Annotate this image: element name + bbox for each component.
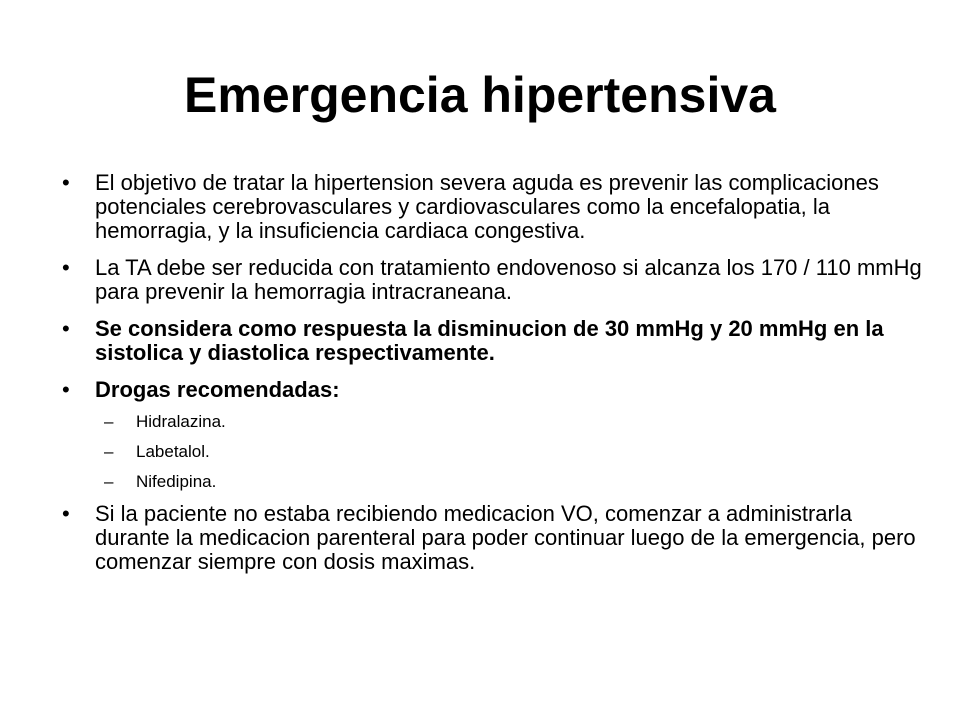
bullet-dot: •: [62, 501, 70, 526]
drug-item-labetalol: [62, 442, 922, 462]
bullet-text: Se considera como respuesta la disminucion de 30 mmHg y 20 mmHg en la sistolica y diastolica respectivamente.: [95, 316, 884, 365]
bullet-text: La TA debe ser reducida con tratamiento endovenoso si alcanza los 170 / 110 mmHg para prevenir la hemorragia intracraneana.: [95, 255, 922, 304]
bullet-text: El objetivo de tratar la hipertension severa aguda es prevenir las complicaciones potenciales cerebrovasculares y cardiovasculares como la encefalopatia, la hemorragia, y la insuficiencia cardiaca congestiva.: [95, 170, 879, 243]
bullet-dot: •: [62, 377, 70, 402]
drug-label: Labetalol.: [136, 442, 210, 461]
bullet-drogas: [62, 378, 922, 402]
bullet-respuesta: [62, 317, 922, 365]
sub-dash: –: [104, 412, 114, 431]
sub-dash: –: [104, 472, 114, 491]
slide-body: [62, 171, 922, 587]
bullet-text: Si la paciente no estaba recibiendo medicacion VO, comenzar a administrarla durante la medicacion parenteral para poder continuar luego de la emergencia, pero comenzar siempre con dosis maximas.: [95, 501, 916, 574]
sub-dash: –: [104, 442, 114, 461]
bullet-dot: •: [62, 316, 70, 341]
slide-title: Emergencia hipertensiva: [184, 67, 776, 123]
drug-item-hidralazina: [62, 412, 922, 432]
drug-label: Hidralazina.: [136, 412, 226, 431]
drug-item-nifedipina: [62, 472, 922, 492]
bullet-dot: •: [62, 170, 70, 195]
bullet-medicacion-vo: [62, 502, 922, 574]
bullet-ta: [62, 256, 922, 304]
drug-label: Nifedipina.: [136, 472, 217, 491]
drug-list: [62, 412, 922, 492]
bullet-dot: •: [62, 255, 70, 280]
bullet-objetivo: [62, 171, 922, 243]
bullet-text: Drogas recomendadas:: [95, 377, 340, 402]
